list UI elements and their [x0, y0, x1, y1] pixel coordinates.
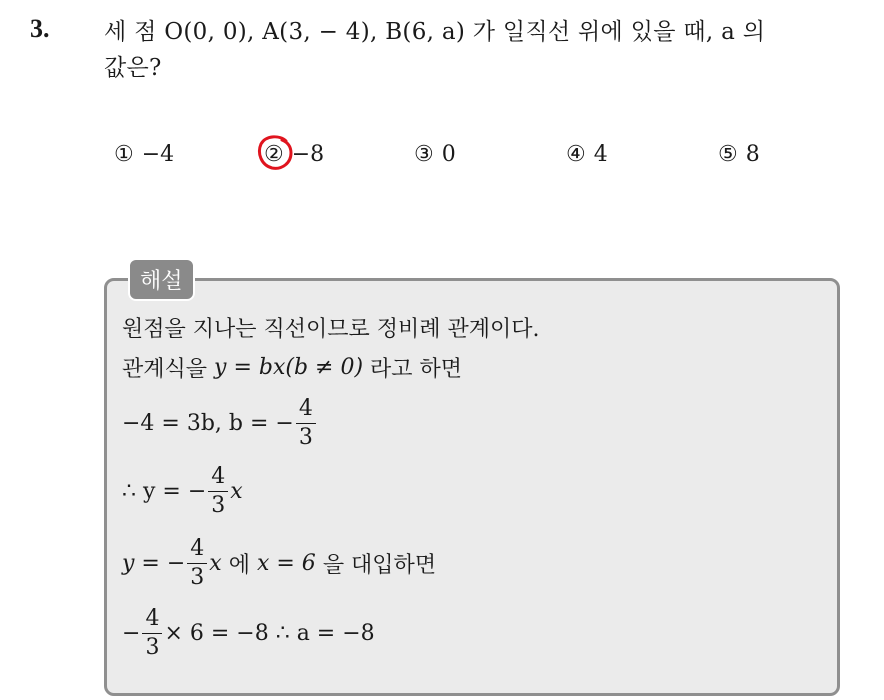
choice-mark: ④	[566, 142, 586, 167]
solution-line-2	[122, 352, 462, 383]
choice-value: 8	[745, 142, 760, 167]
choice-5[interactable]	[718, 142, 760, 167]
choice-3[interactable]	[414, 142, 456, 167]
choice-mark: ③	[414, 142, 434, 167]
line5-equation: x = 6	[256, 551, 316, 576]
line5-equation-pre: y = −	[122, 551, 186, 576]
choice-2[interactable]	[264, 142, 324, 167]
choice-mark: ⑤	[718, 142, 738, 167]
line4-equation-post: x	[230, 479, 243, 504]
answer-choices	[114, 142, 814, 176]
fraction	[208, 466, 228, 517]
solution-tab: 해설	[128, 258, 195, 301]
solution-line-4	[122, 466, 243, 517]
fraction-denominator: 3	[298, 425, 313, 450]
line3-equation: −4 = 3b, b = −	[122, 411, 294, 436]
choice-value: −4	[141, 142, 175, 167]
fraction-denominator: 3	[190, 565, 205, 590]
line6-equation-pre: −	[122, 621, 141, 646]
line6-equation-post: × 6 = −8 ∴ a = −8	[164, 621, 375, 646]
fraction-numerator: 4	[208, 466, 228, 492]
choice-4[interactable]	[566, 142, 608, 167]
question-text-line-1: 세 점 O(0, 0), A(3, − 4), B(6, a) 가 일직선 위에 있을 때, a 의	[104, 19, 766, 45]
fraction-numerator: 4	[142, 608, 162, 634]
line5-text-2: 을 대입하면	[322, 553, 437, 578]
solution-line-6	[122, 608, 375, 659]
choice-value: 4	[593, 142, 608, 167]
fraction-denominator: 3	[211, 493, 226, 518]
question-text	[104, 14, 874, 86]
fraction-denominator: 3	[145, 635, 160, 660]
line2-equation: y = bx(b ≠ 0)	[214, 355, 364, 380]
line2-text-post: 라고 하면	[370, 357, 463, 382]
choice-value: 0	[441, 142, 456, 167]
choice-mark: ②	[264, 142, 284, 167]
choice-value: −8	[291, 142, 325, 167]
line4-equation-pre: ∴ y = −	[122, 479, 207, 504]
question-text-line-2: 값은?	[104, 55, 162, 81]
line5-text-1: 에	[228, 553, 250, 578]
fraction-numerator: 4	[296, 398, 316, 424]
solution-line-5	[122, 538, 436, 589]
line5-equation-mid: x	[209, 551, 222, 576]
solution-line-1: 원점을 지나는 직선이므로 정비례 관계이다.	[122, 317, 540, 342]
fraction	[187, 538, 207, 589]
fraction	[296, 398, 316, 449]
line2-text-pre: 관계식을	[122, 357, 208, 382]
fraction	[142, 608, 162, 659]
solution-line-3	[122, 398, 318, 449]
question-number: 3.	[30, 14, 50, 43]
choice-mark: ①	[114, 142, 134, 167]
choice-1[interactable]	[114, 142, 174, 167]
fraction-numerator: 4	[187, 538, 207, 564]
